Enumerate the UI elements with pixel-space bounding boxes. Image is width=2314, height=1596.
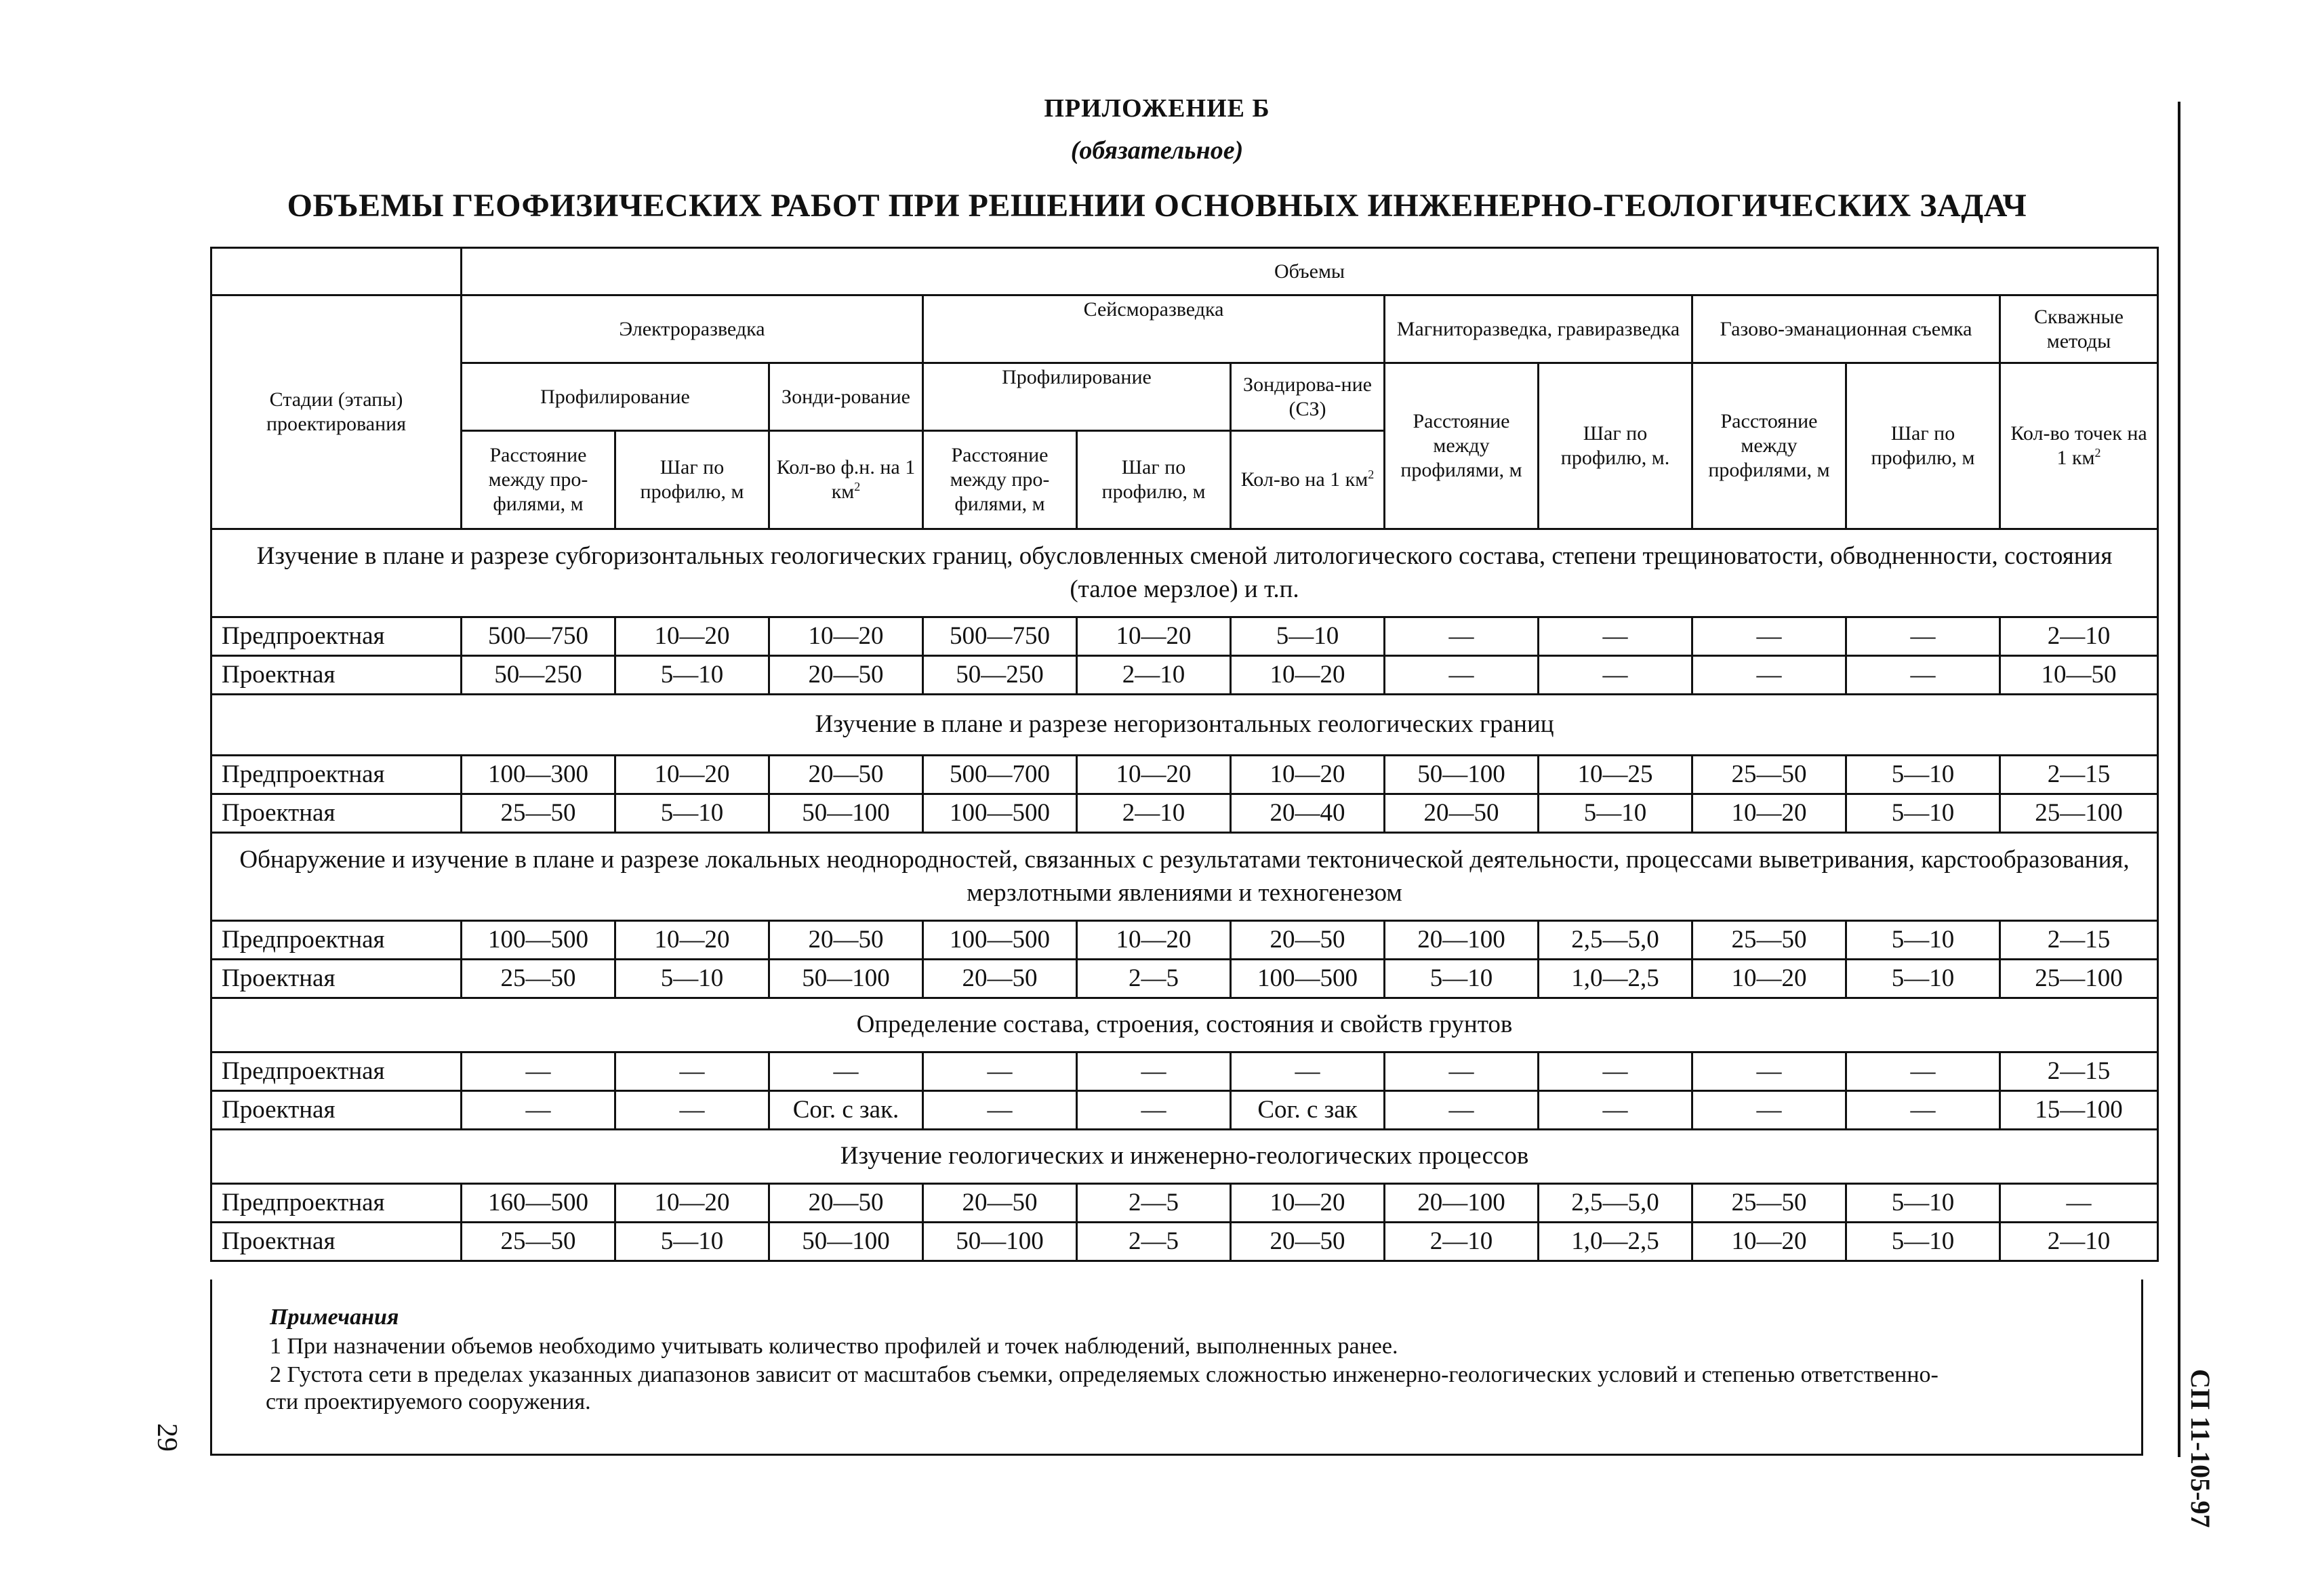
table-row	[211, 794, 2158, 833]
header-electro: Электроразведка	[462, 295, 923, 363]
stage-cell: Предпроектная	[211, 921, 462, 960]
header-dist-seismo: Расстояние между про-филями, м	[923, 431, 1077, 529]
table-row	[211, 617, 2158, 656]
section-row	[211, 998, 2158, 1052]
value-cell: 5—10	[1846, 1184, 2000, 1223]
value-cell: 10—20	[615, 1184, 769, 1223]
section-title: Изучение в плане и разрезе негоризонтальных геологических границ	[211, 695, 2158, 756]
value-cell: 5—10	[615, 1223, 769, 1261]
value-cell: 5—10	[1846, 1223, 2000, 1261]
value-cell: Сог. с зак	[1231, 1091, 1385, 1130]
value-cell: 500—700	[923, 756, 1077, 794]
value-cell: 25—50	[462, 960, 615, 998]
document-code: СП 11-105-97	[2185, 1369, 2216, 1528]
stage-cell: Проектная	[211, 794, 462, 833]
value-cell: 100—500	[1231, 960, 1385, 998]
header-profiling-seismo: Профилирование	[923, 363, 1231, 431]
header-magnet: Магниторазведка, гравиразведка	[1385, 295, 1692, 363]
section-row	[211, 833, 2158, 921]
value-cell: 2—10	[2000, 1223, 2158, 1261]
value-cell: 100—500	[923, 921, 1077, 960]
value-cell: —	[923, 1091, 1077, 1130]
stage-cell: Проектная	[211, 1091, 462, 1130]
header-dist-gas: Расстояние между профилями, м	[1692, 363, 1846, 529]
value-cell: 50—100	[1385, 756, 1539, 794]
value-cell: 2,5—5,0	[1539, 1184, 1692, 1223]
superscript-2: 2	[2094, 446, 2101, 459]
header-borehole: Скважные методы	[2000, 295, 2158, 363]
value-cell: 25—50	[1692, 756, 1846, 794]
value-cell: Сог. с зак.	[769, 1091, 923, 1130]
header-count-seismo	[1231, 431, 1385, 529]
value-cell: —	[615, 1052, 769, 1091]
value-cell: —	[1539, 1091, 1692, 1130]
value-cell: 2—10	[1077, 656, 1231, 695]
section-row	[211, 1130, 2158, 1184]
volumes-table	[210, 247, 2159, 1262]
value-cell: 2—15	[2000, 1052, 2158, 1091]
section-title: Обнаружение и изучение в плане и разрезе локальных неоднородностей, связанных с результатами тектонической деятельности, процессами выветривания, карстообразования, мерзлотными явлениями и техногенезом	[211, 833, 2158, 921]
value-cell: 20—50	[769, 656, 923, 695]
value-cell: 500—750	[462, 617, 615, 656]
value-cell: 160—500	[462, 1184, 615, 1223]
stage-cell: Проектная	[211, 960, 462, 998]
stage-cell: Предпроектная	[211, 1184, 462, 1223]
value-cell: 20—50	[769, 921, 923, 960]
note-2: 2 Густота сети в пределах указанных диапазонов зависит от масштабов съемки, определяемых сложностью инженерно-геологических условий и степенью ответственно-	[270, 1362, 1939, 1387]
value-cell: —	[2000, 1184, 2158, 1223]
value-cell: —	[1846, 656, 2000, 695]
value-cell: 15—100	[2000, 1091, 2158, 1130]
header-dist-magnet: Расстояние между профилями, м	[1385, 363, 1539, 529]
value-cell: 2—10	[1385, 1223, 1539, 1261]
header-dist-electro: Расстояние между про-филями, м	[462, 431, 615, 529]
value-cell: 2,5—5,0	[1539, 921, 1692, 960]
value-cell: —	[1539, 1052, 1692, 1091]
header-stage: Стадии (этапы) проектирования	[211, 295, 462, 529]
section-row	[211, 695, 2158, 756]
header-step-seismo: Шаг по профилю, м	[1077, 431, 1231, 529]
header-count-borehole	[2000, 363, 2158, 529]
superscript-2: 2	[854, 480, 861, 493]
value-cell: 20—50	[769, 756, 923, 794]
value-cell: —	[1385, 656, 1539, 695]
value-cell: 10—20	[1077, 756, 1231, 794]
value-cell: 1,0—2,5	[1539, 1223, 1692, 1261]
value-cell: 5—10	[615, 960, 769, 998]
table-row	[211, 1052, 2158, 1091]
value-cell: —	[1385, 617, 1539, 656]
value-cell: 2—5	[1077, 1184, 1231, 1223]
value-cell: 10—20	[1077, 921, 1231, 960]
value-cell: —	[1692, 656, 1846, 695]
value-cell: —	[1846, 1052, 2000, 1091]
value-cell: 20—100	[1385, 1184, 1539, 1223]
table-row	[211, 1091, 2158, 1130]
value-cell: 20—50	[1231, 921, 1385, 960]
table-row	[211, 756, 2158, 794]
value-cell: —	[1385, 1091, 1539, 1130]
header-sounding-electro: Зонди-рование	[769, 363, 923, 431]
value-cell: 50—100	[769, 794, 923, 833]
value-cell: 10—25	[1539, 756, 1692, 794]
value-cell: 10—20	[615, 921, 769, 960]
value-cell: 1,0—2,5	[1539, 960, 1692, 998]
value-cell: 20—40	[1231, 794, 1385, 833]
value-cell: 5—10	[1846, 794, 2000, 833]
header-profiling-electro: Профилирование	[462, 363, 769, 431]
value-cell: 25—100	[2000, 960, 2158, 998]
section-row	[211, 529, 2158, 617]
notes-title: Примечания	[270, 1305, 399, 1330]
value-cell: 10—20	[1231, 756, 1385, 794]
header-step-gas: Шаг по профилю, м	[1846, 363, 2000, 529]
header-sounding-seismo: Зондирова-ние (СЗ)	[1231, 363, 1385, 431]
value-cell: 10—20	[1692, 960, 1846, 998]
value-cell: 10—20	[769, 617, 923, 656]
value-cell: 500—750	[923, 617, 1077, 656]
value-cell: 5—10	[615, 794, 769, 833]
value-cell: 100—500	[923, 794, 1077, 833]
note-2-continued: сти проектируемого сооружения.	[266, 1389, 591, 1414]
header-step-magnet: Шаг по профилю, м.	[1539, 363, 1692, 529]
value-cell: —	[1692, 617, 1846, 656]
value-cell: —	[923, 1052, 1077, 1091]
value-cell: 2—15	[2000, 756, 2158, 794]
value-cell: 10—20	[1231, 1184, 1385, 1223]
value-cell: 10—20	[1692, 1223, 1846, 1261]
value-cell: 5—10	[1539, 794, 1692, 833]
value-cell: —	[462, 1091, 615, 1130]
value-cell: 10—20	[615, 617, 769, 656]
value-cell: 25—100	[2000, 794, 2158, 833]
header-count-borehole-text: Кол-во точек на 1 км	[2010, 422, 2147, 469]
value-cell: 2—15	[2000, 921, 2158, 960]
value-cell: —	[1539, 617, 1692, 656]
header-gas: Газово-эманационная съемка	[1692, 295, 2000, 363]
value-cell: 5—10	[1231, 617, 1385, 656]
table-row	[211, 1184, 2158, 1223]
value-cell: 10—20	[1692, 794, 1846, 833]
stage-cell: Проектная	[211, 1223, 462, 1261]
value-cell: 20—50	[1385, 794, 1539, 833]
table-body	[211, 529, 2158, 1261]
table-row	[211, 1223, 2158, 1261]
value-cell: —	[1539, 656, 1692, 695]
value-cell: —	[462, 1052, 615, 1091]
value-cell: 25—50	[462, 794, 615, 833]
value-cell: 25—50	[462, 1223, 615, 1261]
margin-rule	[2178, 102, 2180, 1457]
value-cell: 10—20	[615, 756, 769, 794]
value-cell: 50—250	[923, 656, 1077, 695]
value-cell: —	[1846, 617, 2000, 656]
stage-cell: Проектная	[211, 656, 462, 695]
appendix-status: (обязательное)	[1070, 136, 1244, 165]
stage-cell: Предпроектная	[211, 1052, 462, 1091]
value-cell: 20—100	[1385, 921, 1539, 960]
table-row	[211, 921, 2158, 960]
value-cell: —	[1692, 1052, 1846, 1091]
value-cell: 10—50	[2000, 656, 2158, 695]
value-cell: 5—10	[1846, 960, 2000, 998]
value-cell: 5—10	[1846, 921, 2000, 960]
section-title: Определение состава, строения, состояния и свойств грунтов	[211, 998, 2158, 1052]
page-number: 29	[151, 1423, 182, 1452]
appendix-label: ПРИЛОЖЕНИЕ Б	[1044, 94, 1270, 123]
value-cell: 25—50	[1692, 1184, 1846, 1223]
value-cell: 20—50	[923, 960, 1077, 998]
header-count-electro	[769, 431, 923, 529]
value-cell: 10—20	[1231, 656, 1385, 695]
value-cell: 10—20	[1077, 617, 1231, 656]
value-cell: 5—10	[1846, 756, 2000, 794]
value-cell: 20—50	[1231, 1223, 1385, 1261]
value-cell: —	[769, 1052, 923, 1091]
value-cell: —	[1692, 1091, 1846, 1130]
value-cell: 50—100	[769, 1223, 923, 1261]
value-cell: 5—10	[1385, 960, 1539, 998]
section-title: Изучение геологических и инженерно-геологических процессов	[211, 1130, 2158, 1184]
value-cell: 5—10	[615, 656, 769, 695]
header-count-seismo-text: Кол-во на 1 км	[1240, 468, 1368, 491]
value-cell: 20—50	[923, 1184, 1077, 1223]
value-cell: 2—5	[1077, 960, 1231, 998]
value-cell: 50—250	[462, 656, 615, 695]
note-1: 1 При назначении объемов необходимо учитывать количество профилей и точек наблюдений, выполненных ранее.	[270, 1334, 1398, 1359]
value-cell: —	[1385, 1052, 1539, 1091]
table-row	[211, 656, 2158, 695]
value-cell: 100—300	[462, 756, 615, 794]
table-row	[211, 960, 2158, 998]
value-cell: 20—50	[769, 1184, 923, 1223]
value-cell: 100—500	[462, 921, 615, 960]
header-volumes: Объемы	[462, 248, 2158, 295]
header-step-electro: Шаг по профилю, м	[615, 431, 769, 529]
value-cell: 2—5	[1077, 1223, 1231, 1261]
value-cell: 2—10	[2000, 617, 2158, 656]
superscript-2: 2	[1368, 468, 1375, 481]
value-cell: —	[615, 1091, 769, 1130]
empty-header-cell	[211, 248, 462, 295]
stage-cell: Предпроектная	[211, 617, 462, 656]
value-cell: —	[1077, 1052, 1231, 1091]
value-cell: 50—100	[923, 1223, 1077, 1261]
header-seismo: Сейсморазведка	[923, 295, 1385, 363]
value-cell: —	[1846, 1091, 2000, 1130]
value-cell: —	[1077, 1091, 1231, 1130]
header-count-electro-text: Кол-во ф.н. на 1 км	[776, 456, 916, 503]
page-title: ОБЪЕМЫ ГЕОФИЗИЧЕСКИХ РАБОТ ПРИ РЕШЕНИИ ОСНОВНЫХ ИНЖЕНЕРНО-ГЕОЛОГИЧЕСКИХ ЗАДАЧ	[287, 188, 2027, 224]
stage-cell: Предпроектная	[211, 756, 462, 794]
value-cell: 50—100	[769, 960, 923, 998]
section-title: Изучение в плане и разрезе субгоризонтальных геологических границ, обусловленных сменой литологического состава, степени трещиноватости, обводненности, состояния (талое мерзлое) и т.п.	[211, 529, 2158, 617]
value-cell: 2—10	[1077, 794, 1231, 833]
value-cell: —	[1231, 1052, 1385, 1091]
value-cell: 25—50	[1692, 921, 1846, 960]
